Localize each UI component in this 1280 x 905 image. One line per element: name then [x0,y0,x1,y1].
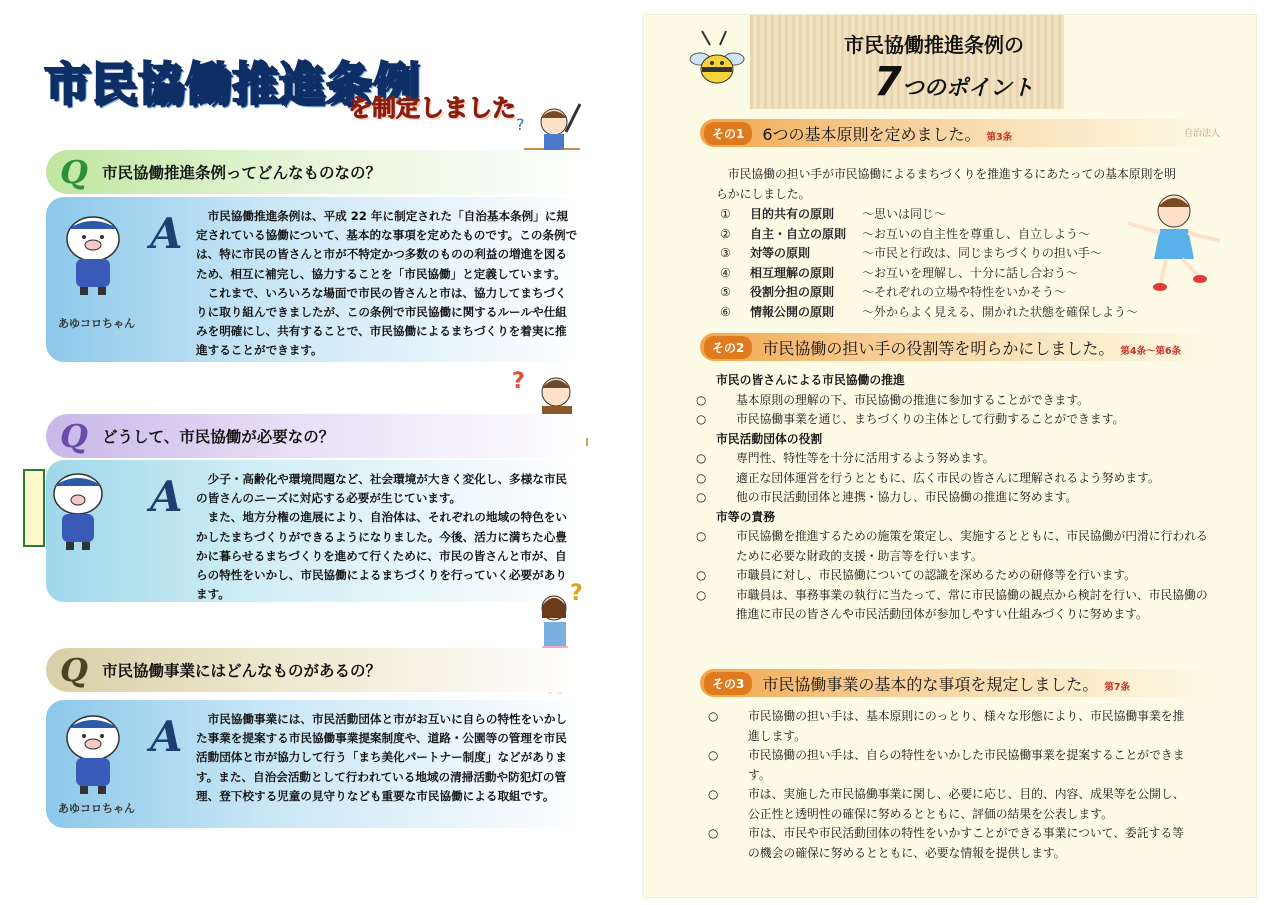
item-text: 専門性、特性等を十分に活用するよう努めます。 [736,451,995,465]
bullet: ○ [696,568,707,582]
bee-icon [684,29,750,95]
section-bar-2 [700,333,1224,361]
article-ref: 第7条 [1104,681,1130,693]
page-title: 市民協働推進条例の [844,33,1024,57]
section-bar-3 [700,669,1224,697]
pig-mascot-icon [58,207,128,299]
item-number: ① [720,207,731,221]
q-mark: Q [60,153,88,191]
bullet: ○ [696,451,707,465]
svg-text:?: ? [516,115,525,134]
list-item [708,824,1188,863]
a-mark: A [150,209,183,258]
pig-mascot-flag-icon [20,464,120,568]
bullet: ○ [708,826,719,840]
principle-name: 情報公開の原則 [750,304,835,319]
list-item [696,488,1216,508]
answer-paragraph: これまで、いろいろな場面で市民の皆さんと市は、協力してまちづくりに取り組んできましたが、この条例で市民協働に関するルールや仕組みを明確にし、共有することで、市民協働によるまちづくりを着実に推進することができます。 [196,285,567,358]
question-text: 市民協働推進条例ってどんなものなの？ [102,164,382,182]
item-text: 市民協働事業を通じ、まちづくりの主体として行動することができます。 [736,412,1125,426]
list-item [720,225,1138,245]
group-heading: 市等の責務 [716,509,775,524]
section-2-body [696,371,1216,625]
principle-name: 役割分担の原則 [750,285,835,300]
principle-name: 自主・自立の原則 [750,226,847,241]
principle-desc: ～お互いを理解し、十分に話し合おう～ [862,265,1079,280]
list-item [696,586,1216,625]
list-item [720,244,1138,264]
answer-paragraph: 少子・高齢化や環境問題など、社会環境が大きく変化し、多様な市民の皆さんのニーズに対応する必要が生じています。 [196,472,568,506]
item-text: 市は、市民や市民活動団体の特性をいかすことができる事業について、委託する等の機会の確保に努めるとともに、必要な情報を提供します。 [748,826,1185,860]
mascot-name: あゆコロちゃん [58,317,135,330]
item-number: ④ [720,265,731,280]
section-title: 市民協働事業の基本的な事項を規定しました。 [762,674,1099,694]
list-item [708,785,1188,824]
section-tag: その3 [704,672,752,695]
answer-panel-2 [46,460,586,602]
principles-list [720,205,1138,323]
principle-name: 目的共有の原則 [750,207,835,221]
answer-paragraph: 市民協働推進条例は、平成 22 年に制定された「自治基本条例」に規定されている協働について、基本的な事項を定めたものです。この条例では、特に市民の皆さんと市が不特定かつ多数のものの利益の増進を図るため、相互に補完し、協力することを「市民協働」と定義しています。 [196,209,578,281]
question-text: 市民協働事業にはどんなものがあるの？ [102,662,382,680]
banner-subtitle: を制定しました [348,94,516,122]
section-title: 市民協働の担い手の役割等を明らかにしました。 [762,338,1115,358]
answer-text [196,710,578,806]
bullet: ○ [696,529,707,543]
bullet: ○ [696,587,707,602]
section-bar-1 [700,119,1224,147]
bullet: ○ [708,748,719,762]
bullet: ○ [696,490,707,504]
item-text: 市民協働の担い手は、自らの特性をいかした市民協働事業を提案することができます。 [748,748,1185,782]
bullet: ○ [696,470,707,485]
item-text: 市職員は、事務事業の執行に当たって、常に市民協働の観点から検討を行い、市民協働の推進に市民の皆さんや市民活動団体が参加しやすい仕組みづくりに努めます。 [736,587,1208,621]
list-item [696,566,1216,586]
group-heading: 市民の皆さんによる市民協働の推進 [716,373,905,387]
item-number: ⑥ [720,304,731,319]
points-count: 7 [874,59,902,105]
right-page [643,14,1257,898]
bullet: ○ [696,392,707,407]
banner-title: 市民協働推進条例 [44,57,420,111]
question-bar-3 [46,648,586,692]
group-heading: 市民活動団体の役割 [716,431,823,446]
svg-text:?: ? [512,369,525,394]
principle-desc: ～それぞれの立場や特性をいかそう～ [862,285,1067,300]
list-item [696,527,1216,566]
list-item [720,283,1138,303]
question-bar-1 [46,150,586,194]
section-tag: その2 [704,336,752,359]
list-item [696,410,1216,430]
section-intro: 市民協働の担い手が市民協働によるまちづくりを推進するにあたっての基本原則を明らかにしました。 [716,167,1176,201]
list-item [720,205,1138,225]
list-item [720,264,1138,284]
section-tag: その1 [704,122,752,145]
item-text: 他の市民活動団体と連携・協力し、市民協働の推進に努めます。 [736,490,1078,504]
principle-name: 対等の原則 [750,246,811,261]
points-label: つのポイント [901,76,1034,101]
q-mark: Q [60,651,88,689]
answer-text [196,207,578,361]
principle-desc: ～思いは同じ～ [862,207,947,221]
svg-text:?: ? [570,581,583,606]
item-number: ③ [720,246,731,261]
item-text: 市民協働を推進するための施策を策定し、実施するとともに、市民協働が円滑に行われるために必要な財政的支援・助言等を行います。 [736,529,1208,563]
bullet: ○ [708,709,719,723]
dancing-girl-illustration [1120,183,1228,293]
pig-mascot-icon [58,706,128,798]
item-text: 市民協働の担い手は、基本原則にのっとり、様々な形態により、市民協働事業を推進します。 [748,709,1185,743]
article-ref: 第4条～第6条 [1120,345,1182,357]
item-number: ⑤ [720,285,731,300]
list-item [696,469,1216,489]
list-item [708,746,1188,785]
answer-panel-1 [46,197,586,362]
principle-name: 相互理解の原則 [750,265,835,280]
answer-paragraph: また、地方分権の進展により、自治体は、それぞれの地域の特色をいかしたまちづくりができるようになりました。今後、活力に満ちた心豊かに暮らせるまちづくりを進めて行くために、市民の皆さんと市が、自らの特性をいかし、市民協働によるまちづくりを行っていく必要があります。 [196,510,568,602]
stamp-text: 自治法人 [1183,129,1220,139]
article-ref: 第3条 [986,131,1013,143]
bullet: ○ [708,787,719,801]
answer-paragraph: 市民協働事業には、市民活動団体と市がお互いに自らの特性をいかした事業を提案する市民協働事業提案制度や、道路・公園等の管理を市民活動団体と市が協力して行う「まち美化パートナー制度」などがあります。また、自治会活動として行われている地域の清掃活動や防犯灯の管理、登下校する児童の見守りなども重要な市民協働による取組です。 [196,712,568,803]
principle-desc: ～外からよく見える、開かれた状態を確保しよう～ [862,304,1139,319]
a-mark: A [150,712,183,761]
page-subtitle [874,59,1034,105]
section-title: 6つの基本原則を定めました。 [762,124,981,144]
item-text: 市は、実施した市民協働事業に関し、必要に応じ、目的、内容、成果等を公開し、公正性と透明性の確保に努めるとともに、評価の結果を公表します。 [748,787,1185,821]
question-bar-2 [46,414,586,458]
item-text: 基本原則の理解の下、市民協働の推進に参加することができます。 [736,392,1089,407]
list-item [708,707,1188,746]
principle-desc: ～お互いの自主性を尊重し、自立しよう～ [862,226,1091,241]
question-text: どうして、市民協働が必要なの？ [102,428,335,446]
a-mark: A [150,472,183,521]
mascot-name: あゆコロちゃん [58,802,135,815]
section-3-body [708,707,1188,863]
item-text: 適正な団体運営を行うとともに、広く市民の皆さんに理解されるよう努めます。 [736,470,1160,485]
bullet: ○ [696,412,707,426]
principle-desc: ～市民と行政は、同じまちづくりの担い手～ [862,246,1102,261]
list-item [696,449,1216,469]
list-item [720,303,1138,323]
q-mark: Q [60,417,88,455]
answer-panel-3 [46,700,586,828]
item-number: ② [720,226,731,241]
list-item [696,391,1216,411]
item-text: 市職員に対し、市民協働についての認識を深めるための研修等を行います。 [736,568,1136,582]
